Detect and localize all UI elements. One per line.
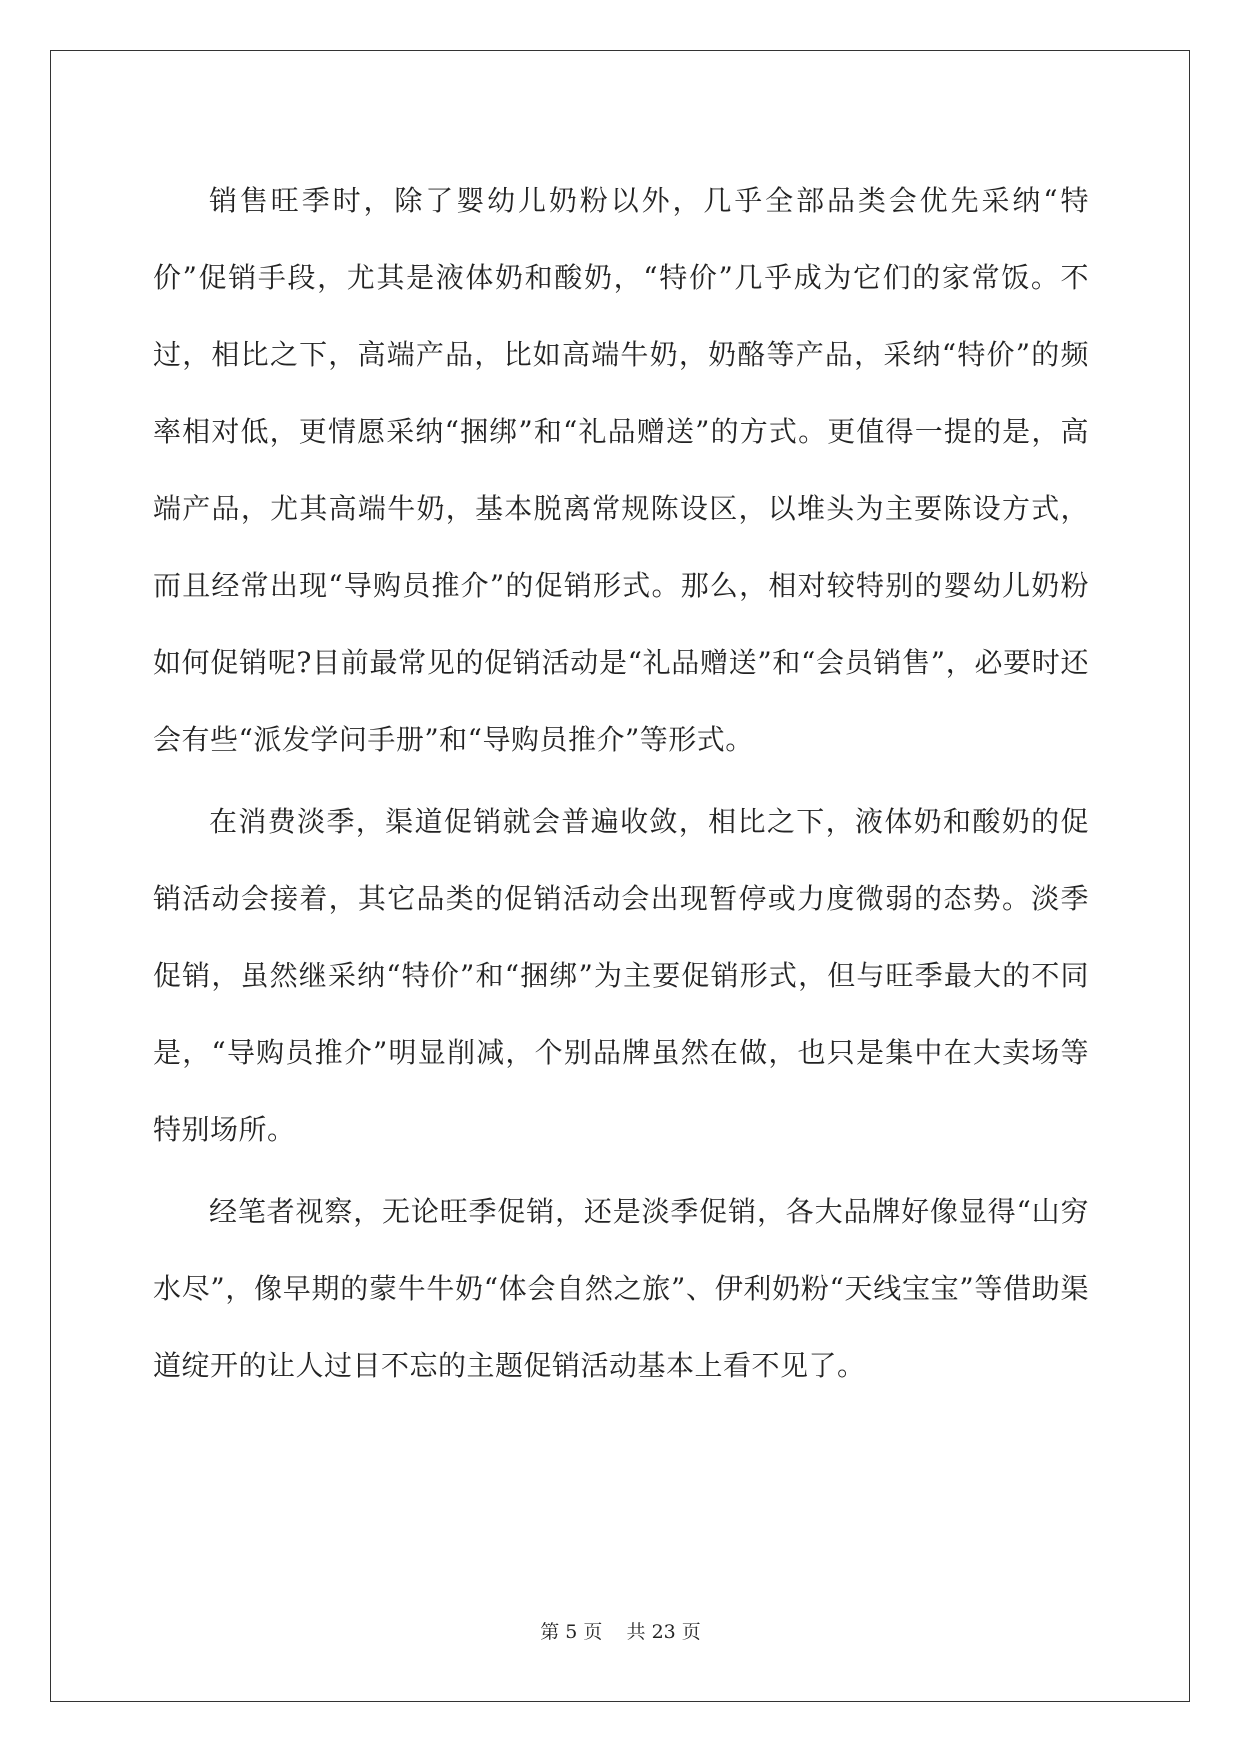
page-footer [0,1617,1241,1644]
paragraph-2: 在消费淡季，渠道促销就会普遍收敛，相比之下，液体奶和酸奶的促销活动会接着，其它品类的促销活动会出现暂停或力度微弱的态势。淡季促销，虽然继采纳“特价”和“捆绑”为主要促销形式，但与旺季最大的不同是，“导购员推介”明显削减，个别品牌虽然在做，也只是集中在大卖场等特别场所。 [153,805,1089,1146]
page-number: 第 5 页 [540,1621,603,1643]
paragraph-1: 销售旺季时，除了婴幼儿奶粉以外，几乎全部品类会优先采纳“特价”促销手段，尤其是液体奶和酸奶，“特价”几乎成为它们的家常饭。不过，相比之下，高端产品，比如高端牛奶，奶酪等产品，采纳“特价”的频率相对低，更情愿采纳“捆绑”和“礼品赠送”的方式。更值得一提的是，高端产品，尤其高端牛奶，基本脱离常规陈设区，以堆头为主要陈设方式，而且经常出现“导购员推介”的促销形式。那么，相对较特别的婴幼儿奶粉如何促销呢?目前最常见的促销活动是“礼品赠送”和“会员销售”，必要时还会有些“派发学问手册”和“导购员推介”等形式。 [153,184,1089,756]
paragraph-3: 经笔者视察，无论旺季促销，还是淡季促销，各大品牌好像显得“山穷水尽”，像早期的蒙牛牛奶“体会自然之旅”、伊利奶粉“天线宝宝”等借助渠道绽开的让人过目不忘的主题促销活动基本上看不见了。 [153,1195,1089,1382]
document-body [153,162,1089,1404]
page-total: 共 23 页 [626,1621,701,1643]
